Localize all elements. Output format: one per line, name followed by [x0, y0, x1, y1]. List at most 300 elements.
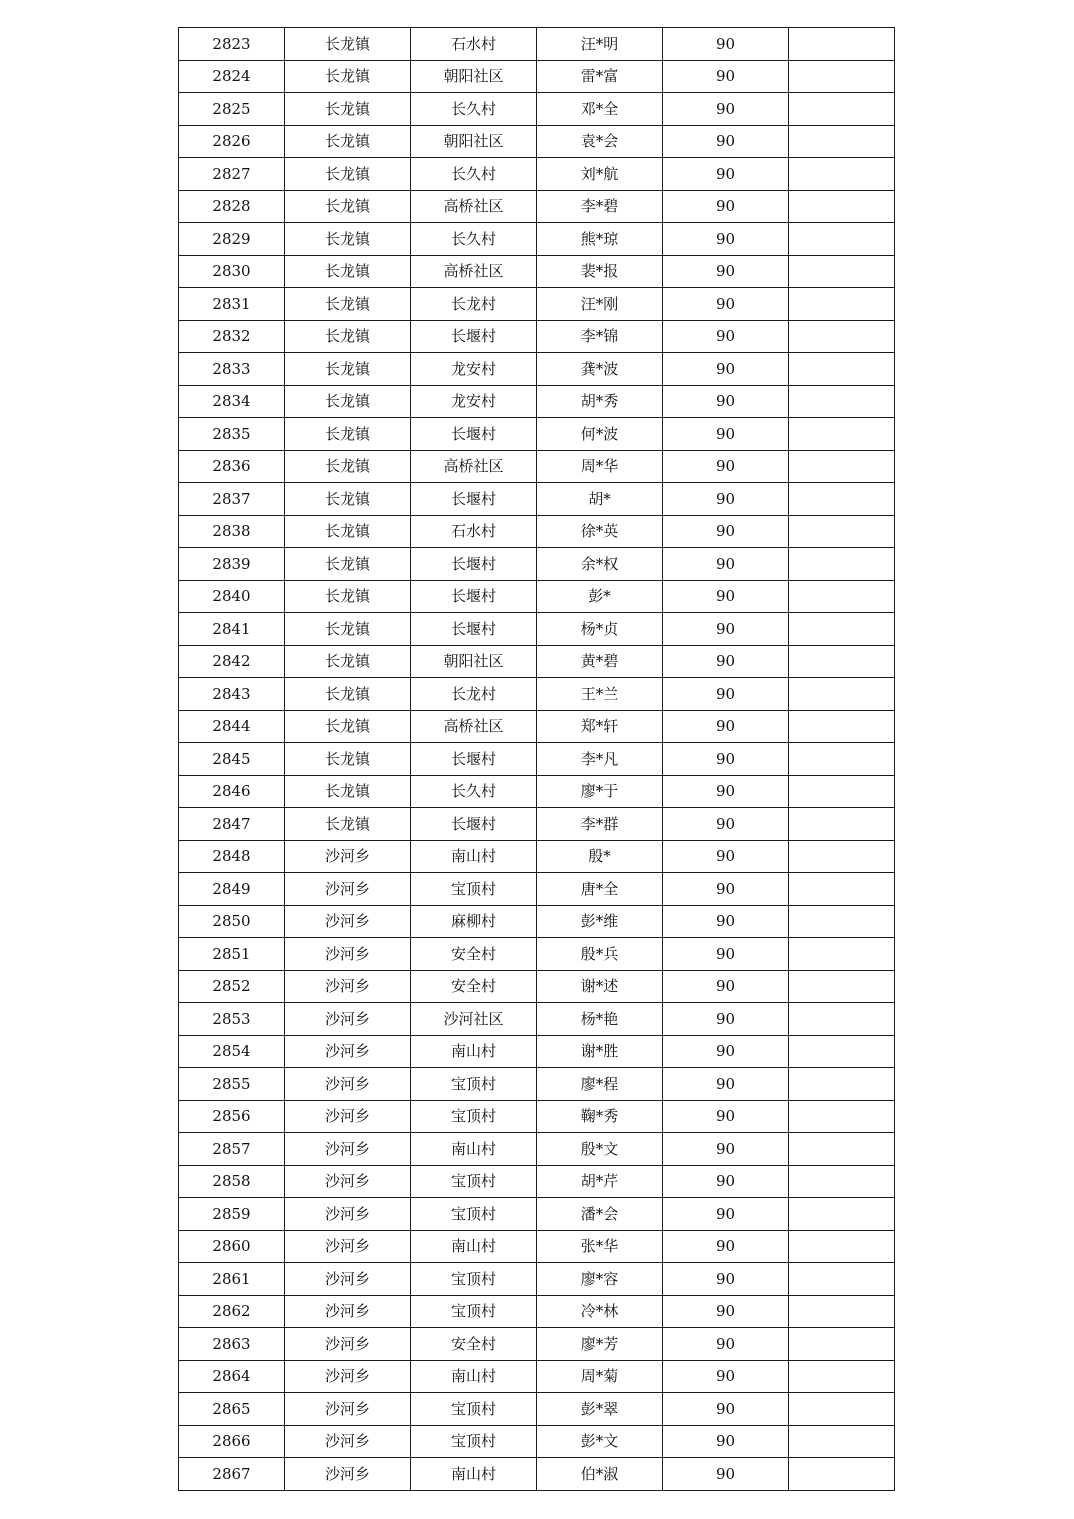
table-row	[179, 93, 895, 126]
township-cell: 长龙镇	[285, 125, 411, 158]
remarks-cell	[789, 1100, 895, 1133]
table-row	[179, 743, 895, 776]
village-cell: 长堰村	[411, 743, 537, 776]
village-cell: 安全村	[411, 970, 537, 1003]
table-row	[179, 28, 895, 61]
name-cell: 胡*芹	[537, 1165, 663, 1198]
table-row	[179, 515, 895, 548]
village-cell: 长堰村	[411, 548, 537, 581]
village-cell: 长堰村	[411, 418, 537, 451]
name-cell: 殷*	[537, 840, 663, 873]
serial-number-cell: 2862	[179, 1295, 285, 1328]
village-cell: 安全村	[411, 1328, 537, 1361]
serial-number-cell: 2861	[179, 1263, 285, 1296]
village-cell: 朝阳社区	[411, 125, 537, 158]
serial-number-cell: 2851	[179, 938, 285, 971]
table-row	[179, 1328, 895, 1361]
name-cell: 汪*刚	[537, 288, 663, 321]
table-row	[179, 1035, 895, 1068]
name-cell: 余*权	[537, 548, 663, 581]
township-cell: 沙河乡	[285, 1003, 411, 1036]
township-cell: 长龙镇	[285, 808, 411, 841]
township-cell: 沙河乡	[285, 970, 411, 1003]
remarks-cell	[789, 1425, 895, 1458]
township-cell: 沙河乡	[285, 1035, 411, 1068]
amount-cell: 90	[663, 190, 789, 223]
amount-cell: 90	[663, 223, 789, 256]
table-row	[179, 710, 895, 743]
township-cell: 长龙镇	[285, 710, 411, 743]
township-cell: 长龙镇	[285, 645, 411, 678]
remarks-cell	[789, 1165, 895, 1198]
name-cell: 殷*文	[537, 1133, 663, 1166]
township-cell: 长龙镇	[285, 288, 411, 321]
amount-cell: 90	[663, 1133, 789, 1166]
serial-number-cell: 2835	[179, 418, 285, 451]
township-cell: 长龙镇	[285, 548, 411, 581]
table-row	[179, 223, 895, 256]
table-row	[179, 840, 895, 873]
name-cell: 彭*	[537, 580, 663, 613]
amount-cell: 90	[663, 743, 789, 776]
village-cell: 宝顶村	[411, 1393, 537, 1426]
serial-number-cell: 2838	[179, 515, 285, 548]
remarks-cell	[789, 938, 895, 971]
serial-number-cell: 2848	[179, 840, 285, 873]
village-cell: 沙河社区	[411, 1003, 537, 1036]
village-cell: 南山村	[411, 840, 537, 873]
table-row	[179, 613, 895, 646]
amount-cell: 90	[663, 515, 789, 548]
township-cell: 沙河乡	[285, 1360, 411, 1393]
amount-cell: 90	[663, 1360, 789, 1393]
name-cell: 刘*航	[537, 158, 663, 191]
remarks-cell	[789, 1035, 895, 1068]
village-cell: 高桥社区	[411, 710, 537, 743]
township-cell: 沙河乡	[285, 1458, 411, 1491]
table-row	[179, 873, 895, 906]
remarks-cell	[789, 1133, 895, 1166]
amount-cell: 90	[663, 288, 789, 321]
township-cell: 沙河乡	[285, 1263, 411, 1296]
serial-number-cell: 2841	[179, 613, 285, 646]
amount-cell: 90	[663, 808, 789, 841]
village-cell: 南山村	[411, 1133, 537, 1166]
remarks-cell	[789, 840, 895, 873]
amount-cell: 90	[663, 158, 789, 191]
serial-number-cell: 2854	[179, 1035, 285, 1068]
serial-number-cell: 2830	[179, 255, 285, 288]
serial-number-cell: 2855	[179, 1068, 285, 1101]
name-cell: 何*波	[537, 418, 663, 451]
village-cell: 长堰村	[411, 808, 537, 841]
amount-cell: 90	[663, 613, 789, 646]
name-cell: 汪*明	[537, 28, 663, 61]
table-row	[179, 905, 895, 938]
serial-number-cell: 2833	[179, 353, 285, 386]
name-cell: 谢*胜	[537, 1035, 663, 1068]
amount-cell: 90	[663, 873, 789, 906]
serial-number-cell: 2853	[179, 1003, 285, 1036]
remarks-cell	[789, 613, 895, 646]
remarks-cell	[789, 645, 895, 678]
village-cell: 长久村	[411, 775, 537, 808]
township-cell: 沙河乡	[285, 873, 411, 906]
township-cell: 沙河乡	[285, 1198, 411, 1231]
amount-cell: 90	[663, 775, 789, 808]
table-row	[179, 1295, 895, 1328]
township-cell: 长龙镇	[285, 255, 411, 288]
township-cell: 沙河乡	[285, 1165, 411, 1198]
remarks-cell	[789, 1198, 895, 1231]
village-cell: 高桥社区	[411, 450, 537, 483]
name-cell: 徐*英	[537, 515, 663, 548]
township-cell: 沙河乡	[285, 938, 411, 971]
village-cell: 龙安村	[411, 353, 537, 386]
name-cell: 张*华	[537, 1230, 663, 1263]
village-cell: 长堰村	[411, 320, 537, 353]
township-cell: 长龙镇	[285, 93, 411, 126]
name-cell: 伯*淑	[537, 1458, 663, 1491]
name-cell: 胡*秀	[537, 385, 663, 418]
table-row	[179, 1003, 895, 1036]
amount-cell: 90	[663, 255, 789, 288]
name-cell: 廖*程	[537, 1068, 663, 1101]
name-cell: 裴*报	[537, 255, 663, 288]
township-cell: 长龙镇	[285, 320, 411, 353]
village-cell: 长久村	[411, 158, 537, 191]
township-cell: 长龙镇	[285, 483, 411, 516]
serial-number-cell: 2863	[179, 1328, 285, 1361]
remarks-cell	[789, 1458, 895, 1491]
township-cell: 沙河乡	[285, 905, 411, 938]
name-cell: 杨*贞	[537, 613, 663, 646]
table-row	[179, 1263, 895, 1296]
serial-number-cell: 2850	[179, 905, 285, 938]
amount-cell: 90	[663, 28, 789, 61]
serial-number-cell: 2831	[179, 288, 285, 321]
remarks-cell	[789, 450, 895, 483]
name-cell: 谢*述	[537, 970, 663, 1003]
name-cell: 彭*文	[537, 1425, 663, 1458]
name-cell: 冷*林	[537, 1295, 663, 1328]
name-cell: 李*群	[537, 808, 663, 841]
remarks-cell	[789, 255, 895, 288]
name-cell: 廖*于	[537, 775, 663, 808]
village-cell: 长久村	[411, 223, 537, 256]
name-cell: 周*华	[537, 450, 663, 483]
amount-cell: 90	[663, 1198, 789, 1231]
amount-cell: 90	[663, 1165, 789, 1198]
amount-cell: 90	[663, 970, 789, 1003]
name-cell: 廖*芳	[537, 1328, 663, 1361]
serial-number-cell: 2827	[179, 158, 285, 191]
village-cell: 石水村	[411, 28, 537, 61]
village-cell: 宝顶村	[411, 1068, 537, 1101]
remarks-cell	[789, 28, 895, 61]
amount-cell: 90	[663, 840, 789, 873]
township-cell: 长龙镇	[285, 190, 411, 223]
township-cell: 沙河乡	[285, 1100, 411, 1133]
table-row	[179, 158, 895, 191]
table-row	[179, 938, 895, 971]
remarks-cell	[789, 548, 895, 581]
table-row	[179, 808, 895, 841]
village-cell: 长久村	[411, 93, 537, 126]
village-cell: 龙安村	[411, 385, 537, 418]
table-row	[179, 678, 895, 711]
amount-cell: 90	[663, 1263, 789, 1296]
name-cell: 潘*会	[537, 1198, 663, 1231]
village-cell: 宝顶村	[411, 1263, 537, 1296]
table-row	[179, 1425, 895, 1458]
name-cell: 黄*碧	[537, 645, 663, 678]
serial-number-cell: 2839	[179, 548, 285, 581]
table-row	[179, 970, 895, 1003]
name-cell: 熊*琼	[537, 223, 663, 256]
amount-cell: 90	[663, 320, 789, 353]
serial-number-cell: 2849	[179, 873, 285, 906]
village-cell: 南山村	[411, 1458, 537, 1491]
remarks-cell	[789, 1230, 895, 1263]
serial-number-cell: 2828	[179, 190, 285, 223]
village-cell: 长堰村	[411, 580, 537, 613]
township-cell: 长龙镇	[285, 28, 411, 61]
remarks-cell	[789, 158, 895, 191]
township-cell: 长龙镇	[285, 385, 411, 418]
serial-number-cell: 2860	[179, 1230, 285, 1263]
serial-number-cell: 2857	[179, 1133, 285, 1166]
remarks-cell	[789, 1003, 895, 1036]
village-cell: 朝阳社区	[411, 60, 537, 93]
village-cell: 朝阳社区	[411, 645, 537, 678]
village-cell: 南山村	[411, 1360, 537, 1393]
village-cell: 宝顶村	[411, 1165, 537, 1198]
serial-number-cell: 2844	[179, 710, 285, 743]
amount-cell: 90	[663, 385, 789, 418]
name-cell: 龚*波	[537, 353, 663, 386]
remarks-cell	[789, 808, 895, 841]
name-cell: 廖*容	[537, 1263, 663, 1296]
serial-number-cell: 2836	[179, 450, 285, 483]
name-cell: 袁*会	[537, 125, 663, 158]
name-cell: 邓*全	[537, 93, 663, 126]
amount-cell: 90	[663, 1068, 789, 1101]
serial-number-cell: 2840	[179, 580, 285, 613]
remarks-cell	[789, 678, 895, 711]
table-row	[179, 1230, 895, 1263]
remarks-cell	[789, 1263, 895, 1296]
village-cell: 南山村	[411, 1035, 537, 1068]
village-cell: 安全村	[411, 938, 537, 971]
amount-cell: 90	[663, 418, 789, 451]
amount-cell: 90	[663, 125, 789, 158]
township-cell: 沙河乡	[285, 1328, 411, 1361]
amount-cell: 90	[663, 483, 789, 516]
serial-number-cell: 2837	[179, 483, 285, 516]
township-cell: 长龙镇	[285, 613, 411, 646]
name-cell: 彭*翠	[537, 1393, 663, 1426]
serial-number-cell: 2832	[179, 320, 285, 353]
serial-number-cell: 2859	[179, 1198, 285, 1231]
amount-cell: 90	[663, 580, 789, 613]
township-cell: 长龙镇	[285, 515, 411, 548]
amount-cell: 90	[663, 353, 789, 386]
township-cell: 长龙镇	[285, 450, 411, 483]
serial-number-cell: 2823	[179, 28, 285, 61]
township-cell: 长龙镇	[285, 223, 411, 256]
serial-number-cell: 2842	[179, 645, 285, 678]
remarks-cell	[789, 515, 895, 548]
remarks-cell	[789, 223, 895, 256]
serial-number-cell: 2825	[179, 93, 285, 126]
serial-number-cell: 2843	[179, 678, 285, 711]
township-cell: 长龙镇	[285, 743, 411, 776]
amount-cell: 90	[663, 1328, 789, 1361]
township-cell: 长龙镇	[285, 580, 411, 613]
table-row	[179, 775, 895, 808]
amount-cell: 90	[663, 548, 789, 581]
table-row	[179, 580, 895, 613]
name-cell: 李*锦	[537, 320, 663, 353]
name-cell: 彭*维	[537, 905, 663, 938]
table-row	[179, 288, 895, 321]
table-row	[179, 548, 895, 581]
amount-cell: 90	[663, 93, 789, 126]
village-cell: 宝顶村	[411, 1198, 537, 1231]
amount-cell: 90	[663, 645, 789, 678]
remarks-cell	[789, 320, 895, 353]
table-row	[179, 1165, 895, 1198]
amount-cell: 90	[663, 678, 789, 711]
roster-table-body	[179, 28, 895, 1491]
township-cell: 沙河乡	[285, 1425, 411, 1458]
roster-table	[178, 27, 895, 1491]
name-cell: 李*碧	[537, 190, 663, 223]
township-cell: 长龙镇	[285, 353, 411, 386]
table-row	[179, 1393, 895, 1426]
name-cell: 鞠*秀	[537, 1100, 663, 1133]
amount-cell: 90	[663, 1035, 789, 1068]
serial-number-cell: 2852	[179, 970, 285, 1003]
table-row	[179, 418, 895, 451]
remarks-cell	[789, 775, 895, 808]
remarks-cell	[789, 353, 895, 386]
serial-number-cell: 2858	[179, 1165, 285, 1198]
village-cell: 宝顶村	[411, 1295, 537, 1328]
table-row	[179, 1458, 895, 1491]
remarks-cell	[789, 743, 895, 776]
village-cell: 宝顶村	[411, 1425, 537, 1458]
remarks-cell	[789, 1295, 895, 1328]
table-row	[179, 385, 895, 418]
township-cell: 沙河乡	[285, 1393, 411, 1426]
amount-cell: 90	[663, 938, 789, 971]
name-cell: 王*兰	[537, 678, 663, 711]
serial-number-cell: 2865	[179, 1393, 285, 1426]
table-row	[179, 450, 895, 483]
name-cell: 雷*富	[537, 60, 663, 93]
table-row	[179, 125, 895, 158]
table-row	[179, 1100, 895, 1133]
table-row	[179, 1068, 895, 1101]
remarks-cell	[789, 1393, 895, 1426]
village-cell: 麻柳村	[411, 905, 537, 938]
amount-cell: 90	[663, 710, 789, 743]
amount-cell: 90	[663, 450, 789, 483]
remarks-cell	[789, 970, 895, 1003]
amount-cell: 90	[663, 1295, 789, 1328]
serial-number-cell: 2829	[179, 223, 285, 256]
serial-number-cell: 2856	[179, 1100, 285, 1133]
amount-cell: 90	[663, 1458, 789, 1491]
village-cell: 长堰村	[411, 483, 537, 516]
name-cell: 胡*	[537, 483, 663, 516]
remarks-cell	[789, 385, 895, 418]
table-row	[179, 1198, 895, 1231]
township-cell: 长龙镇	[285, 775, 411, 808]
serial-number-cell: 2866	[179, 1425, 285, 1458]
serial-number-cell: 2847	[179, 808, 285, 841]
table-row	[179, 483, 895, 516]
table-row	[179, 190, 895, 223]
township-cell: 长龙镇	[285, 158, 411, 191]
village-cell: 高桥社区	[411, 255, 537, 288]
village-cell: 长堰村	[411, 613, 537, 646]
remarks-cell	[789, 93, 895, 126]
serial-number-cell: 2826	[179, 125, 285, 158]
township-cell: 沙河乡	[285, 1133, 411, 1166]
remarks-cell	[789, 710, 895, 743]
table-row	[179, 1133, 895, 1166]
village-cell: 长龙村	[411, 678, 537, 711]
table-row	[179, 60, 895, 93]
amount-cell: 90	[663, 1425, 789, 1458]
table-row	[179, 255, 895, 288]
township-cell: 沙河乡	[285, 840, 411, 873]
name-cell: 杨*艳	[537, 1003, 663, 1036]
serial-number-cell: 2834	[179, 385, 285, 418]
name-cell: 殷*兵	[537, 938, 663, 971]
table-row	[179, 645, 895, 678]
remarks-cell	[789, 190, 895, 223]
amount-cell: 90	[663, 1230, 789, 1263]
township-cell: 长龙镇	[285, 60, 411, 93]
village-cell: 宝顶村	[411, 873, 537, 906]
village-cell: 长龙村	[411, 288, 537, 321]
serial-number-cell: 2824	[179, 60, 285, 93]
remarks-cell	[789, 483, 895, 516]
remarks-cell	[789, 873, 895, 906]
table-row	[179, 320, 895, 353]
township-cell: 沙河乡	[285, 1295, 411, 1328]
township-cell: 长龙镇	[285, 678, 411, 711]
remarks-cell	[789, 1068, 895, 1101]
amount-cell: 90	[663, 905, 789, 938]
serial-number-cell: 2845	[179, 743, 285, 776]
amount-cell: 90	[663, 1003, 789, 1036]
serial-number-cell: 2846	[179, 775, 285, 808]
township-cell: 沙河乡	[285, 1068, 411, 1101]
name-cell: 唐*全	[537, 873, 663, 906]
village-cell: 高桥社区	[411, 190, 537, 223]
amount-cell: 90	[663, 1393, 789, 1426]
table-row	[179, 1360, 895, 1393]
remarks-cell	[789, 905, 895, 938]
serial-number-cell: 2864	[179, 1360, 285, 1393]
table-row	[179, 353, 895, 386]
remarks-cell	[789, 288, 895, 321]
